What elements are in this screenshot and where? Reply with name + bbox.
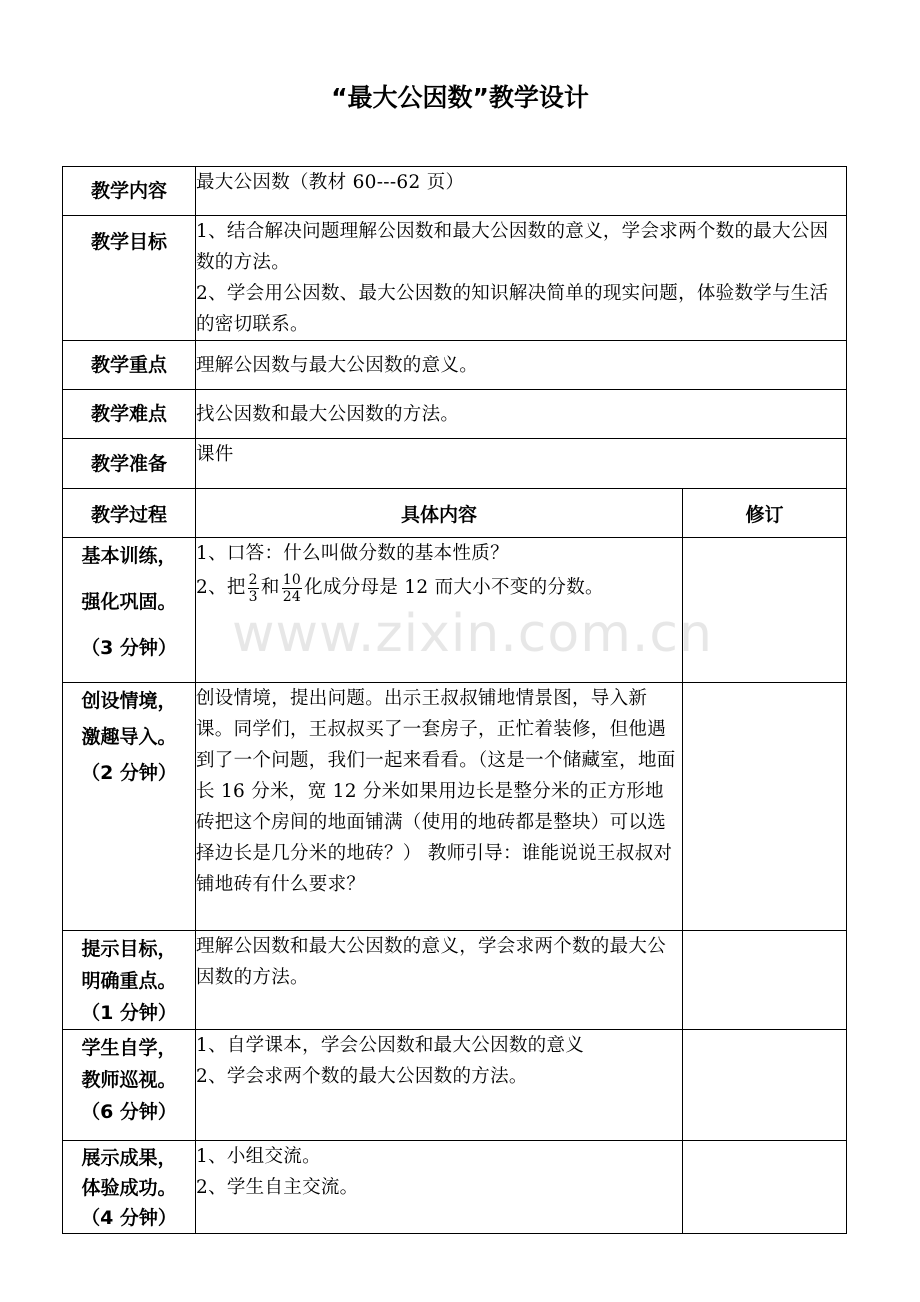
value-content: 最大公因数（教材 60---62 页） — [196, 167, 847, 216]
row-content — [63, 167, 847, 216]
step-row-1 — [63, 538, 847, 683]
step-revision-2 — [683, 683, 847, 931]
goal-line-1: 1、结合解决问题理解公因数和最大公因数的意义，学会求两个数的最大公因数的方法。 — [196, 221, 829, 273]
fraction-two-thirds — [248, 572, 259, 605]
step-label-line: 展示成果， — [81, 1147, 177, 1169]
step4-line-1: 1、自学课本，学会公因数和最大公因数的意义 — [196, 1035, 585, 1056]
step-row-5 — [63, 1141, 847, 1234]
step-row-2 — [63, 683, 847, 931]
value-difficulty: 找公因数和最大公因数的方法。 — [196, 390, 847, 439]
step-label-line: 学生自学， — [81, 1037, 177, 1059]
label-prep: 教学准备 — [63, 439, 196, 489]
value-prep: 课件 — [196, 439, 847, 489]
step-content-2: 创设情境，提出问题。出示王叔叔铺地情景图，导入新课。同学们，王叔叔买了一套房子，正忙着装修，但他遇到了一个问题，我们一起来看看。（这是一个储藏室，地面长 16 分米，宽 12 分米如果用边长是整分米的正方形地砖把这个房间的地面铺满（使用的地砖都是整块）可以选择边长是几分米的地砖？） 教师引导：谁能说说王叔叔对铺地砖有什么要求？ — [196, 683, 683, 931]
step-label-line: 基本训练， — [81, 545, 177, 567]
step4-line-2: 2、学会求两个数的最大公因数的方法。 — [196, 1066, 528, 1087]
step-label-line: （3 分钟） — [81, 637, 177, 659]
row-prep — [63, 439, 847, 489]
step-label-line: 强化巩固。 — [81, 591, 177, 613]
value-key: 理解公因数与最大公因数的意义。 — [196, 341, 847, 390]
process-header-row — [63, 489, 847, 538]
fraction-numerator: 2 — [248, 571, 258, 588]
step-content-1 — [196, 538, 683, 683]
step1-line-2 — [196, 569, 682, 607]
header-revision: 修订 — [683, 489, 847, 538]
lesson-plan-table — [62, 166, 847, 1234]
step5-line-2: 2、学生自主交流。 — [196, 1177, 359, 1198]
step-label-3 — [63, 931, 196, 1030]
step1-line-2-mid: 和 — [260, 577, 280, 598]
step-label-line: 激趣导入。 — [81, 726, 177, 748]
step-content-5 — [196, 1141, 683, 1234]
label-goal: 教学目标 — [63, 216, 196, 341]
step1-line-2-prefix: 2、把 — [196, 577, 246, 598]
header-process: 教学过程 — [63, 489, 196, 538]
fraction-denominator: 3 — [248, 588, 258, 605]
step-label-line: 教师巡视。 — [81, 1069, 177, 1091]
step-label-line: （4 分钟） — [81, 1207, 177, 1229]
row-key — [63, 341, 847, 390]
header-content: 具体内容 — [196, 489, 683, 538]
step-label-line: （6 分钟） — [81, 1101, 177, 1123]
step-label-line: 明确重点。 — [81, 970, 177, 992]
step-revision-5 — [683, 1141, 847, 1234]
label-content: 教学内容 — [63, 167, 196, 216]
step-revision-3 — [683, 931, 847, 1030]
step-label-1 — [63, 538, 196, 683]
step-content-3: 理解公因数和最大公因数的意义，学会求两个数的最大公因数的方法。 — [196, 931, 683, 1030]
step-label-4 — [63, 1030, 196, 1141]
step-revision-4 — [683, 1030, 847, 1141]
label-key: 教学重点 — [63, 341, 196, 390]
step-label-line: （2 分钟） — [81, 762, 177, 784]
step1-line-2-suffix: 化成分母是 12 而大小不变的分数。 — [304, 577, 604, 598]
step-label-2 — [63, 683, 196, 931]
step-row-4 — [63, 1030, 847, 1141]
value-goal — [196, 216, 847, 341]
watermark: www.zixin.com.cn — [232, 604, 713, 664]
step-revision-1 — [683, 538, 847, 683]
step-label-5 — [63, 1141, 196, 1234]
row-difficulty — [63, 390, 847, 439]
goal-line-2: 2、学会用公因数、最大公因数的知识解决简单的现实问题，体验数学与生活的密切联系。 — [196, 283, 829, 335]
step-label-line: 创设情境， — [81, 690, 177, 712]
step-row-3 — [63, 931, 847, 1030]
step-content-4 — [196, 1030, 683, 1141]
label-difficulty: 教学难点 — [63, 390, 196, 439]
document-title: “最大公因数”教学设计 — [331, 83, 589, 112]
step-label-line: 体验成功。 — [81, 1177, 177, 1199]
fraction-denominator: 24 — [282, 588, 302, 605]
step1-line-1: 1、口答：什么叫做分数的基本性质？ — [196, 543, 509, 564]
step-label-line: （1 分钟） — [81, 1002, 177, 1024]
step5-line-1: 1、小组交流。 — [196, 1146, 321, 1167]
fraction-ten-twentyfourths — [282, 572, 302, 605]
fraction-numerator: 10 — [282, 571, 302, 588]
step-label-line: 提示目标， — [81, 938, 177, 960]
row-goal — [63, 216, 847, 341]
